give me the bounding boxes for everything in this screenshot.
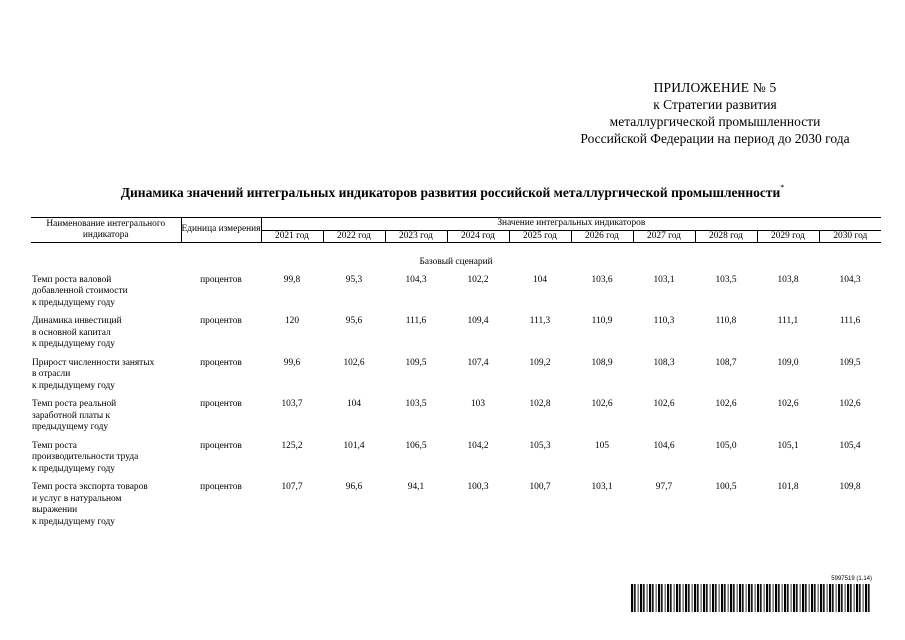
indicator-name: [31, 399, 181, 441]
indicator-name-line: Прирост численности занятых: [32, 357, 155, 368]
indicator-value: 109,0: [777, 357, 799, 368]
indicator-value: 105,4: [839, 440, 861, 451]
indicator-value: 102,6: [591, 399, 613, 409]
indicator-value: 110,8: [715, 316, 737, 326]
indicator-name-line: заработной платы к: [32, 410, 111, 421]
indicator-value: 104,6: [653, 440, 675, 451]
indicator-unit: процентов: [200, 440, 242, 451]
indicator-name: [31, 482, 181, 535]
header-year: 2023 год: [385, 230, 447, 243]
indicator-value: 111,1: [777, 316, 799, 326]
header-year: 2030 год: [819, 230, 881, 243]
indicator-value: 110,3: [653, 316, 675, 326]
barcode-number: 5997519 (1.14): [831, 576, 872, 582]
header-year: 2028 год: [695, 230, 757, 243]
indicator-value: 103,7: [281, 399, 303, 409]
header-name: Наименование интегрального индикатора: [31, 218, 181, 243]
indicator-value: 95,3: [345, 274, 363, 285]
indicator-name-line: в основной капитал: [32, 327, 111, 338]
indicator-name-line: в отрасли: [32, 369, 71, 379]
indicator-value: 100,7: [529, 482, 551, 492]
indicator-unit: процентов: [200, 274, 242, 285]
indicator-value: 102,6: [839, 399, 861, 409]
table-body: [31, 243, 881, 536]
indicator-value: 111,6: [839, 316, 861, 326]
header-year: 2029 год: [757, 230, 819, 243]
table-row: [31, 316, 881, 358]
indicator-value: 108,3: [653, 357, 675, 368]
indicator-value: 102,6: [653, 399, 675, 409]
indicator-name: [31, 275, 181, 317]
indicator-value: 105,1: [777, 440, 799, 451]
indicator-value: 109,2: [529, 357, 551, 368]
indicator-value: 110,9: [591, 316, 613, 326]
appendix-line: к Стратегии развития: [653, 97, 777, 112]
indicator-value: 103,6: [591, 274, 613, 285]
indicator-value: 97,7: [655, 482, 673, 492]
indicator-value: 94,1: [407, 482, 425, 492]
indicator-value: 104,3: [839, 274, 861, 285]
indicator-name: [31, 358, 181, 400]
indicator-name-line: Темп роста валовой: [32, 274, 112, 285]
indicator-value: 109,5: [839, 357, 861, 368]
indicator-name-line: к предыдущему году: [32, 380, 115, 391]
indicator-value: 103: [470, 399, 486, 409]
indicator-value: 101,8: [777, 482, 799, 492]
indicator-value: 102,8: [529, 399, 551, 409]
header-year: 2026 год: [571, 230, 633, 243]
indicator-value: 105,3: [529, 440, 551, 451]
header-year: 2021 год: [261, 230, 323, 243]
indicator-value: 108,7: [715, 357, 737, 368]
header-year: 2022 год: [323, 230, 385, 243]
indicator-value: 95,6: [345, 316, 363, 326]
indicator-value: 102,6: [777, 399, 799, 409]
indicator-value: 105,0: [715, 440, 737, 451]
indicator-value: 103,5: [715, 274, 737, 285]
indicator-value: 102,6: [715, 399, 737, 409]
indicator-name-line: выражении: [32, 505, 78, 515]
indicator-name-line: и услуг в натуральном: [32, 493, 122, 504]
scenario-row: [31, 243, 881, 275]
appendix-heading: [560, 79, 870, 147]
indicator-value: 100,5: [715, 482, 737, 492]
indicator-value: 103,8: [777, 274, 799, 285]
barcode-icon: [629, 584, 872, 612]
header-year: 2025 год: [509, 230, 571, 243]
table-row: [31, 275, 881, 317]
indicator-value: 103,5: [405, 399, 427, 409]
indicator-value: 120: [284, 316, 300, 326]
appendix-number: ПРИЛОЖЕНИЕ № 5: [653, 80, 777, 95]
indicator-name-line: Темп роста реальной: [32, 399, 117, 409]
table-row: [31, 358, 881, 400]
indicators-table: [31, 217, 881, 535]
indicator-value: 111,6: [405, 316, 427, 326]
indicator-value: 99,6: [283, 357, 301, 368]
header-year: 2024 год: [447, 230, 509, 243]
footnote-mark: *: [780, 183, 785, 192]
document-title: [0, 183, 905, 201]
indicator-value: 109,4: [467, 316, 489, 326]
indicator-name-line: к предыдущему году: [32, 339, 115, 349]
indicator-value: 104,3: [405, 274, 427, 285]
scenario-label: Базовый сценарий: [419, 257, 493, 267]
indicator-name-line: Динамика инвестиций: [32, 316, 122, 326]
indicator-value: 104: [346, 399, 362, 409]
indicator-name-line: добавленной стоимости: [32, 286, 128, 296]
appendix-line: металлургической промышленности: [609, 114, 821, 129]
indicator-value: 111,3: [529, 316, 551, 326]
indicator-unit: процентов: [200, 399, 242, 409]
indicator-value: 109,8: [839, 482, 861, 492]
header-year: 2027 год: [633, 230, 695, 243]
indicator-value: 108,9: [591, 357, 613, 368]
table-row: [31, 441, 881, 483]
indicator-value: 106,5: [405, 440, 427, 451]
indicator-value: 105: [594, 440, 610, 451]
indicator-value: 102,6: [343, 357, 365, 368]
title-text: Динамика значений интегральных индикаторов развития российской металлургической промышленности: [120, 185, 781, 200]
indicator-name: [31, 316, 181, 358]
indicator-name: [31, 441, 181, 483]
table-row: [31, 399, 881, 441]
indicator-value: 107,4: [467, 357, 489, 368]
indicator-value: 107,7: [281, 482, 303, 492]
indicator-value: 109,5: [405, 357, 427, 368]
indicator-name-line: к предыдущему году: [32, 516, 115, 527]
indicator-value: 104: [532, 274, 548, 285]
indicator-value: 103,1: [591, 482, 613, 492]
indicator-unit: процентов: [200, 357, 242, 368]
indicator-value: 96,6: [345, 482, 363, 492]
indicator-value: 101,4: [343, 440, 365, 451]
indicator-value: 103,1: [653, 274, 675, 285]
barcode: [629, 576, 872, 616]
indicator-unit: процентов: [200, 482, 242, 492]
indicator-unit: процентов: [200, 316, 242, 326]
indicator-name-line: производительности труда: [32, 452, 139, 462]
indicator-name-line: к предыдущему году: [32, 463, 115, 474]
indicator-value: 102,2: [467, 274, 489, 285]
appendix-line: Российской Федерации на период до 2030 года: [580, 131, 850, 146]
indicator-value: 100,3: [467, 482, 489, 492]
header-unit: Единица измерения: [181, 218, 261, 243]
indicator-name-line: Темп роста экспорта товаров: [32, 482, 148, 492]
table-row: [31, 482, 881, 535]
indicator-value: 125,2: [281, 440, 303, 451]
indicator-name-line: предыдущему году: [32, 422, 109, 432]
indicator-value: 99,8: [283, 274, 301, 285]
indicator-name-line: к предыдущему году: [32, 297, 115, 308]
header-values: Значение интегральных индикаторов: [261, 218, 881, 231]
indicator-value: 104,2: [467, 440, 489, 451]
indicator-name-line: Темп роста: [32, 440, 77, 451]
